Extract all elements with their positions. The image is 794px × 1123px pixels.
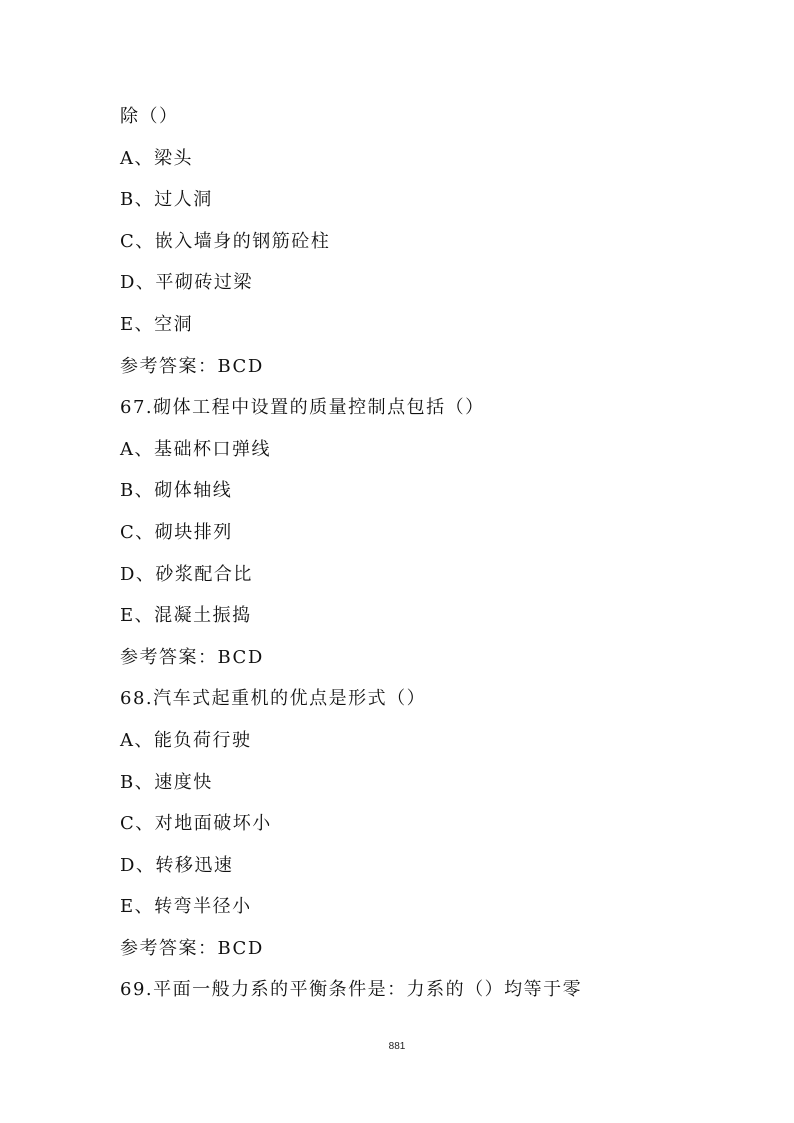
option-b: B、速度快 (120, 771, 213, 793)
option-a: A、梁头 (120, 147, 193, 169)
option-a: A、基础杯口弹线 (120, 438, 271, 460)
option-b: B、过人洞 (120, 189, 213, 211)
option-a: A、能负荷行驶 (120, 729, 252, 751)
question-text-block (120, 100, 740, 1015)
option-d: D、平砌砖过梁 (120, 272, 253, 294)
option-e: E、空洞 (120, 313, 194, 335)
answer-line: 参考答案：BCD (120, 937, 264, 959)
option-c: C、嵌入墙身的钢筋砼柱 (120, 230, 331, 252)
answer-line: 参考答案：BCD (120, 646, 264, 668)
option-e: E、转弯半径小 (120, 896, 252, 918)
option-e: E、混凝土振捣 (120, 605, 252, 627)
answer-line: 参考答案：BCD (120, 355, 264, 377)
option-d: D、转移迅速 (120, 854, 234, 876)
question-67: 67.砌体工程中设置的质量控制点包括（） (120, 397, 485, 419)
question-69: 69.平面一般力系的平衡条件是：力系的（）均等于零 (120, 979, 583, 1001)
option-c: C、对地面破坏小 (120, 813, 272, 835)
question-continuation: 除（） (120, 106, 179, 127)
question-68: 68.汽车式起重机的优点是形式（） (120, 688, 427, 710)
option-d: D、砂浆配合比 (120, 563, 253, 585)
option-c: C、砌块排列 (120, 521, 233, 543)
page-number: 881 (388, 1041, 406, 1052)
option-b: B、砌体轴线 (120, 480, 233, 502)
